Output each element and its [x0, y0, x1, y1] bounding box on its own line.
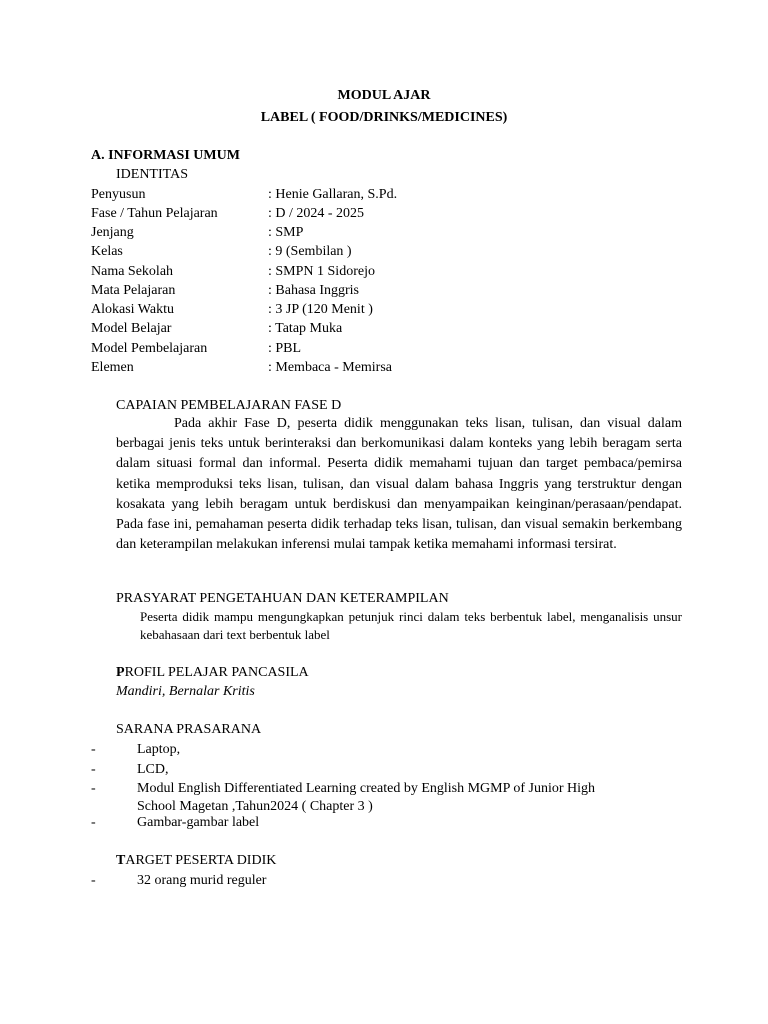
identity-value: : Bahasa Inggris [268, 283, 359, 298]
identity-value: : Henie Gallaran, S.Pd. [268, 187, 398, 202]
bullet-dash: - [91, 762, 96, 777]
identity-value: : PBL [268, 341, 302, 356]
identity-label: Jenjang [91, 225, 134, 240]
target-heading [116, 851, 276, 870]
profil-text: Mandiri, Bernalar Kritis [116, 684, 255, 699]
identity-label: Nama Sekolah [91, 264, 174, 279]
identity-label: Elemen [91, 360, 134, 375]
list-item-text: School Magetan ,Tahun2024 ( Chapter 3 ) [137, 799, 373, 814]
document-subtitle: LABEL ( FOOD/DRINKS/MEDICINES) [260, 110, 508, 125]
prasyarat-heading: PRASYARAT PENGETAHUAN DAN KETERAMPILAN [116, 591, 449, 606]
list-item-text: Modul English Differentiated Learning created by English MGMP of Junior High [137, 781, 596, 796]
capaian-heading: CAPAIAN PEMBELAJARAN FASE D [116, 398, 342, 413]
identity-value: : Tatap Muka [268, 321, 343, 336]
target-heading-rest: ARGET PESERTA DIDIK [125, 853, 277, 868]
identity-value: : SMP [268, 225, 304, 240]
identity-value: : SMPN 1 Sidorejo [268, 264, 375, 279]
identity-label: Alokasi Waktu [91, 302, 174, 317]
identity-value: : Membaca - Memirsa [268, 360, 393, 375]
list-item-text: Laptop, [137, 742, 181, 757]
profil-heading-initial: P [116, 665, 125, 680]
capaian-text: Pada akhir Fase D, peserta didik menggunakan teks lisan, tulisan, dan visual dalam berbagai jenis teks untuk berinteraksi dan berkomunikasi dalam konteks yang lebih beragam serta dalam situasi formal dan informal. Peserta didik memahami tujuan dan target pembaca/pemirsa ketika memproduksi teks lisan, tulisan, dan visual dalam bahasa Inggris yang terstruktur dengan kosakata yang lebih beragam untuk berdiskusi dan menyampaikan keinginan/perasaan/pendapat. Pada fase ini, pemahaman peserta didik terhadap teks lisan, tulisan, dan visual semakin berkembang dan keterampilan melakukan inferensi mulai tampak ketika memahami informasi tersirat. [116, 416, 682, 553]
profil-heading-rest: ROFIL PELAJAR PANCASILA [124, 665, 309, 680]
identity-label: Model Belajar [91, 321, 172, 336]
bullet-dash: - [91, 781, 96, 796]
bullet-dash: - [91, 815, 96, 830]
list-item-text: LCD, [137, 762, 169, 777]
target-heading-initial: T [116, 853, 126, 868]
list-item-text: 32 orang murid reguler [137, 873, 267, 888]
identity-value: : D / 2024 - 2025 [268, 206, 365, 221]
document-title: MODUL AJAR [337, 88, 431, 103]
identity-value: : 3 JP (120 Menit ) [268, 302, 373, 317]
capaian-paragraph [116, 414, 682, 555]
identity-label: Penyusun [91, 187, 146, 202]
prasyarat-paragraph: Peserta didik mampu mengungkapkan petunjuk rinci dalam teks berbentuk label, menganalisis unsur kebahasaan dari text berbentuk label [140, 609, 682, 642]
identity-label: Kelas [91, 244, 123, 259]
profil-heading [116, 663, 309, 682]
bullet-dash: - [91, 873, 96, 888]
identity-value: : 9 (Sembilan ) [268, 244, 352, 259]
section-a-heading: A. INFORMASI UMUM [91, 148, 240, 163]
identity-label: Mata Pelajaran [91, 283, 176, 298]
identitas-heading: IDENTITAS [116, 167, 188, 182]
bullet-dash: - [91, 742, 96, 757]
list-item-text: Gambar-gambar label [137, 815, 260, 830]
identity-label: Fase / Tahun Pelajaran [91, 206, 218, 221]
identity-label: Model Pembelajaran [91, 341, 208, 356]
sarana-heading: SARANA PRASARANA [116, 722, 262, 737]
